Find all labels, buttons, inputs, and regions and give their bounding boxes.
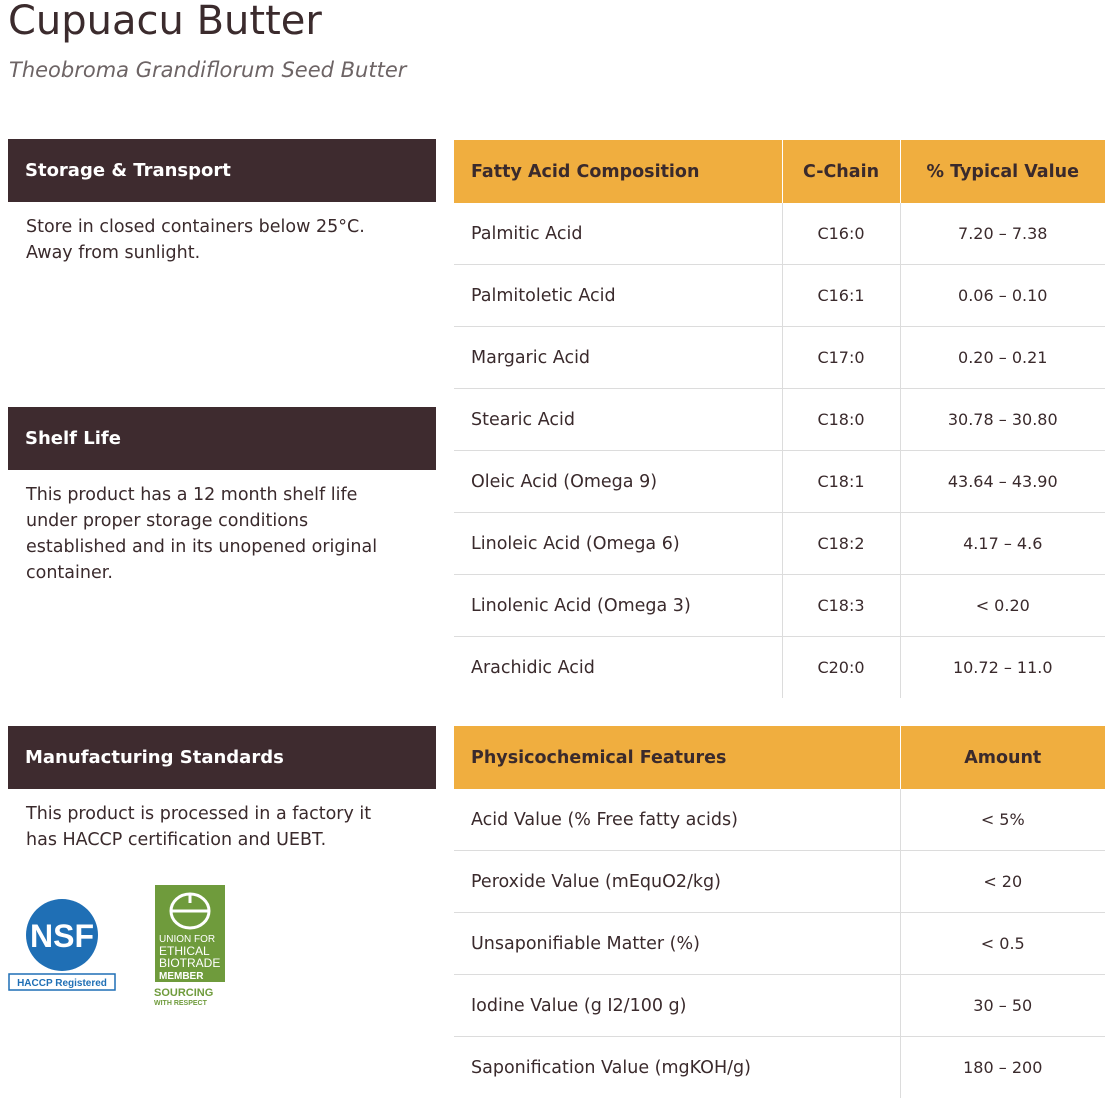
uebt-line6: WITH RESPECT xyxy=(154,1000,207,1007)
physico-value: < 20 xyxy=(900,851,1105,913)
physico-header-amount: Amount xyxy=(900,726,1105,789)
uebt-member-logo xyxy=(153,885,233,1007)
page-title: Cupuacu Butter xyxy=(8,0,322,44)
fatty-acid-name: Palmitic Acid xyxy=(454,203,782,265)
fatty-acid-name: Linoleic Acid (Omega 6) xyxy=(454,513,782,575)
manufacturing-text: This product is processed in a factory it has HACCP certification and UEBT. xyxy=(26,804,372,850)
physico-value: < 5% xyxy=(900,789,1105,851)
physico-name: Peroxide Value (mEquO2/kg) xyxy=(454,851,900,913)
fatty-acid-value: 0.06 – 0.10 xyxy=(900,265,1105,327)
physico-name: Iodine Value (g I2/100 g) xyxy=(454,975,900,1037)
physicochemical-table xyxy=(454,726,1105,1098)
shelf-life-heading: Shelf Life xyxy=(8,407,436,470)
fatty-acid-value: 4.17 – 4.6 xyxy=(900,513,1105,575)
table-row xyxy=(454,203,1105,265)
table-row xyxy=(454,637,1105,699)
fatty-acid-name: Arachidic Acid xyxy=(454,637,782,699)
table-row xyxy=(454,975,1105,1037)
physico-name: Saponification Value (mgKOH/g) xyxy=(454,1037,900,1099)
physico-name: Unsaponifiable Matter (%) xyxy=(454,913,900,975)
uebt-line1: UNION FOR xyxy=(159,934,216,945)
physico-header-name: Physicochemical Features xyxy=(454,726,900,789)
fatty-acid-name: Oleic Acid (Omega 9) xyxy=(454,451,782,513)
fatty-acid-name: Margaric Acid xyxy=(454,327,782,389)
fatty-acid-chain: C18:3 xyxy=(782,575,900,637)
table-row xyxy=(454,1037,1105,1099)
fatty-acid-chain: C18:0 xyxy=(782,389,900,451)
fatty-acid-value: 30.78 – 30.80 xyxy=(900,389,1105,451)
fatty-acid-chain: C20:0 xyxy=(782,637,900,699)
fatty-acid-chain: C16:0 xyxy=(782,203,900,265)
fatty-acid-header-value: % Typical Value xyxy=(900,140,1105,203)
table-row xyxy=(454,789,1105,851)
table-row xyxy=(454,851,1105,913)
physico-name: Acid Value (% Free fatty acids) xyxy=(454,789,900,851)
fatty-acid-chain: C17:0 xyxy=(782,327,900,389)
shelf-life-text: This product has a 12 month shelf life under proper storage conditions established and in its unopened original container. xyxy=(26,485,378,583)
table-row xyxy=(454,575,1105,637)
fatty-acid-value: 10.72 – 11.0 xyxy=(952,658,1053,677)
physico-value: < 0.5 xyxy=(900,913,1105,975)
physico-value: 30 – 50 xyxy=(900,975,1105,1037)
fatty-acid-chain: C18:1 xyxy=(782,451,900,513)
manufacturing-heading: Manufacturing Standards xyxy=(8,726,436,789)
nsf-haccp-logo xyxy=(8,898,116,992)
uebt-line5: SOURCING xyxy=(154,987,214,999)
nsf-caption: HACCP Registered xyxy=(17,978,107,989)
uebt-line4: MEMBER xyxy=(159,971,204,982)
fatty-acid-name: Linolenic Acid (Omega 3) xyxy=(454,575,782,637)
fatty-acid-header-chain: C-Chain xyxy=(782,140,900,203)
fatty-acid-value: 0.20 – 0.21 xyxy=(900,327,1105,389)
table-row xyxy=(454,327,1105,389)
fatty-acid-value: < 0.20 xyxy=(900,575,1105,637)
page-subtitle: Theobroma Grandiflorum Seed Butter xyxy=(9,58,407,82)
storage-text: Store in closed containers below 25°C. Away from sunlight. xyxy=(26,217,365,263)
table-row xyxy=(454,913,1105,975)
fatty-acid-chain: C16:1 xyxy=(782,265,900,327)
table-row xyxy=(454,265,1105,327)
table-row xyxy=(454,389,1105,451)
uebt-line3: BIOTRADE xyxy=(159,956,221,970)
storage-heading: Storage & Transport xyxy=(8,139,436,202)
fatty-acid-value: 7.20 – 7.38 xyxy=(900,203,1105,265)
table-row xyxy=(454,513,1105,575)
fatty-acid-table xyxy=(454,140,1105,698)
physico-value: 180 – 200 xyxy=(963,1058,1043,1077)
table-row xyxy=(454,451,1105,513)
fatty-acid-name: Stearic Acid xyxy=(454,389,782,451)
fatty-acid-name: Palmitoletic Acid xyxy=(454,265,782,327)
uebt-line2: ETHICAL xyxy=(159,944,210,958)
nsf-mark: NSF xyxy=(30,918,94,954)
fatty-acid-chain: C18:2 xyxy=(782,513,900,575)
fatty-acid-header-name: Fatty Acid Composition xyxy=(454,140,782,203)
fatty-acid-value: 43.64 – 43.90 xyxy=(900,451,1105,513)
